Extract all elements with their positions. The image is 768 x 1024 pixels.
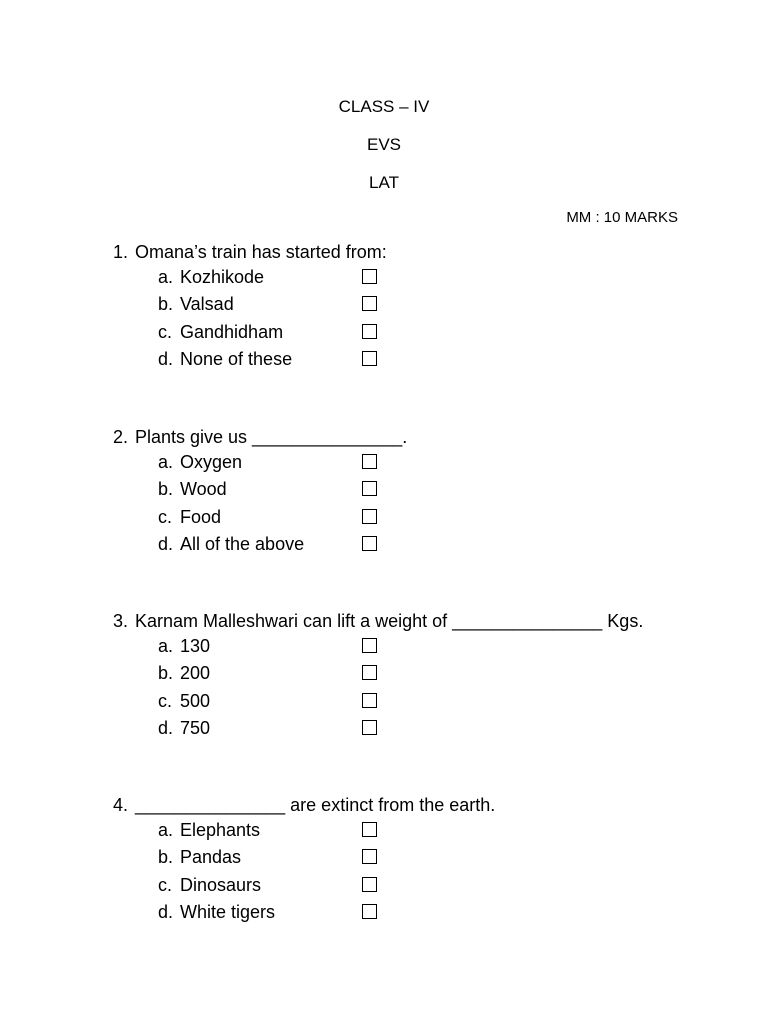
- question-title: [113, 425, 713, 449]
- option-text: Dinosaurs: [180, 874, 262, 895]
- question-text: Omana’s train has started from:: [135, 242, 387, 262]
- option-letter: d.: [158, 901, 174, 922]
- answer-checkbox[interactable]: [362, 638, 377, 653]
- option-d: [113, 715, 713, 742]
- option-text: 500: [180, 690, 211, 711]
- answer-checkbox[interactable]: [362, 822, 377, 837]
- question-text: Karnam Malleshwari can lift a weight of _______________ Kgs.: [135, 611, 644, 631]
- option-letter: b.: [158, 294, 174, 315]
- option-text: None of these: [180, 348, 293, 369]
- question-title: [113, 793, 713, 817]
- option-b: [113, 291, 713, 318]
- option-text: Food: [180, 506, 222, 527]
- option-b: [113, 476, 713, 503]
- answer-checkbox[interactable]: [362, 693, 377, 708]
- option-text: Wood: [180, 479, 227, 500]
- option-text: Valsad: [180, 294, 234, 315]
- answer-checkbox[interactable]: [362, 536, 377, 551]
- option-text: 200: [180, 663, 211, 684]
- answer-checkbox[interactable]: [362, 324, 377, 339]
- answer-checkbox[interactable]: [362, 351, 377, 366]
- question-number: 2.: [113, 427, 129, 447]
- option-d: [113, 899, 713, 926]
- option-c: [113, 872, 713, 899]
- option-b: [113, 844, 713, 871]
- question-title: [113, 240, 713, 264]
- question-1: [113, 240, 713, 373]
- option-c: [113, 319, 713, 346]
- option-letter: b.: [158, 663, 174, 684]
- question-number: 1.: [113, 242, 129, 262]
- option-letter: a.: [158, 820, 174, 840]
- option-c: [113, 688, 713, 715]
- option-text: White tigers: [180, 901, 276, 922]
- option-letter: c.: [158, 690, 173, 711]
- test-heading: LAT: [369, 173, 399, 192]
- option-c: [113, 504, 713, 531]
- question-number: 3.: [113, 611, 129, 631]
- question-text: _______________ are extinct from the earth.: [135, 795, 496, 815]
- option-letter: d.: [158, 717, 174, 738]
- option-letter: c.: [158, 321, 173, 342]
- option-text: 750: [180, 717, 211, 738]
- option-letter: a.: [158, 636, 174, 656]
- answer-checkbox[interactable]: [362, 509, 377, 524]
- option-text: Oxygen: [180, 452, 243, 472]
- option-letter: d.: [158, 533, 174, 554]
- question-text: Plants give us _______________.: [135, 427, 408, 447]
- answer-checkbox[interactable]: [362, 720, 377, 735]
- answer-checkbox[interactable]: [362, 904, 377, 919]
- option-text: Gandhidham: [180, 321, 284, 342]
- answer-checkbox[interactable]: [362, 877, 377, 892]
- option-letter: d.: [158, 348, 174, 369]
- answer-checkbox[interactable]: [362, 454, 377, 469]
- option-text: 130: [180, 636, 211, 656]
- option-text: Kozhikode: [180, 267, 265, 287]
- option-a: [113, 264, 713, 291]
- question-3: [113, 609, 713, 742]
- question-title: [113, 609, 713, 633]
- option-b: [113, 660, 713, 687]
- option-letter: a.: [158, 267, 174, 287]
- question-number: 4.: [113, 795, 129, 815]
- option-a: [113, 817, 713, 844]
- option-text: Elephants: [180, 820, 261, 840]
- option-text: All of the above: [180, 533, 305, 554]
- answer-checkbox[interactable]: [362, 481, 377, 496]
- option-letter: c.: [158, 506, 173, 527]
- class-heading: CLASS – IV: [338, 97, 430, 116]
- answer-checkbox[interactable]: [362, 269, 377, 284]
- option-text: Pandas: [180, 847, 242, 868]
- question-2: [113, 425, 713, 558]
- max-marks: MM : 10 MARKS: [566, 209, 678, 226]
- option-a: [113, 633, 713, 660]
- answer-checkbox[interactable]: [362, 296, 377, 311]
- subject-heading: EVS: [366, 135, 402, 154]
- option-letter: a.: [158, 452, 174, 472]
- option-d: [113, 531, 713, 558]
- option-a: [113, 449, 713, 476]
- option-d: [113, 346, 713, 373]
- option-letter: b.: [158, 847, 174, 868]
- answer-checkbox[interactable]: [362, 849, 377, 864]
- answer-checkbox[interactable]: [362, 665, 377, 680]
- option-letter: b.: [158, 479, 174, 500]
- question-4: [113, 793, 713, 926]
- option-letter: c.: [158, 874, 173, 895]
